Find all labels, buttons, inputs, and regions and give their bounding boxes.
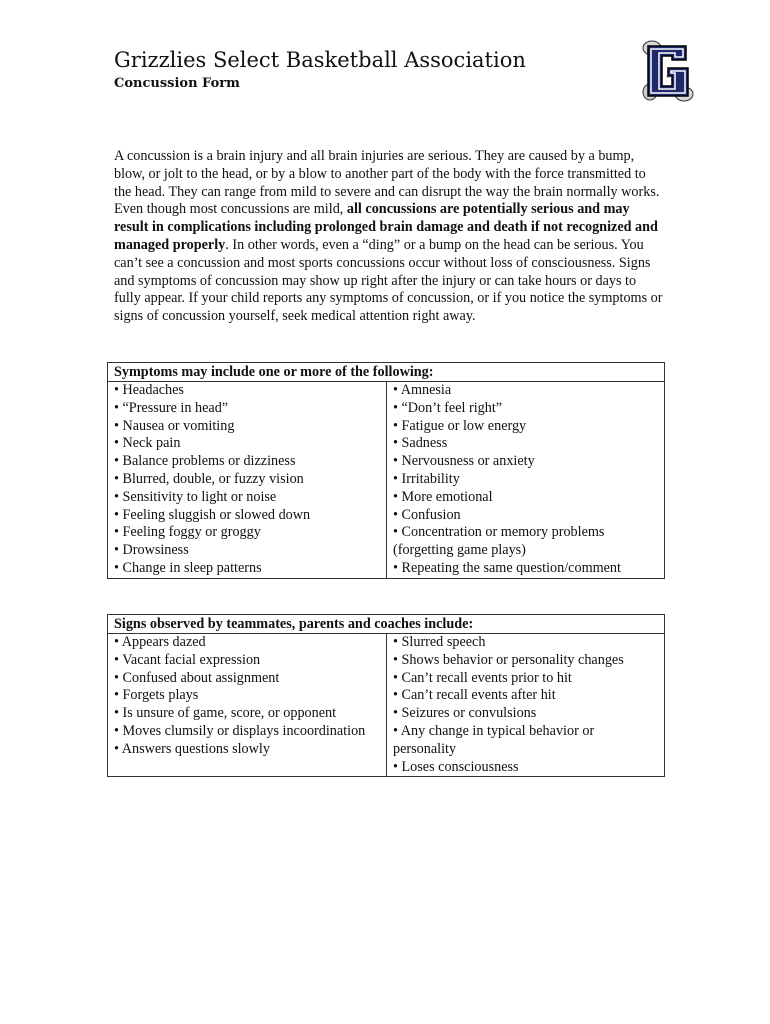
list-item: • Is unsure of game, score, or opponent (114, 705, 337, 722)
list-item: • Nervousness or anxiety (393, 453, 535, 470)
list-item: • Loses consciousness (393, 758, 519, 775)
symptoms-right-column (387, 382, 665, 579)
list-item: • “Don’t feel right” (393, 399, 503, 416)
page-title: Grizzlies Select Basketball Association (114, 48, 526, 72)
list-item: • Change in sleep patterns (114, 559, 262, 576)
list-item: • Headaches (114, 382, 184, 398)
list-item: • Can’t recall events after hit (393, 687, 556, 704)
list-item: • Appears dazed (114, 634, 206, 650)
list-item: • Irritability (393, 470, 460, 487)
list-item: • Amnesia (393, 382, 452, 398)
list-item: • Neck pain (114, 435, 181, 452)
list-item: • Sadness (393, 435, 448, 452)
list-item: • Confused about assignment (114, 669, 280, 686)
symptoms-table (107, 362, 665, 579)
list-item: • Feeling sluggish or slowed down (114, 506, 311, 523)
list-item: • Fatigue or low energy (393, 417, 527, 434)
list-item: • Drowsiness (114, 542, 189, 559)
symptoms-left-column (108, 382, 387, 579)
list-item: • Forgets plays (114, 687, 199, 704)
list-item: • Confusion (393, 506, 461, 523)
intro-text-start: A concussion is a brain injury and all brain injuries are serious. They are caused by a bump, blow, or jolt to the head, or by a blow to another part of the body with the force transmitted to the head. They can range from mild to severe and can disrupt the way the brain normally works. Even though most concussions are mild, (114, 148, 660, 218)
list-item: • Slurred speech (393, 634, 486, 650)
list-item: • Moves clumsily or displays incoordination (114, 722, 366, 739)
list-item: • Concentration or memory problems (forgetting game plays) (393, 524, 605, 559)
list-item: • Feeling foggy or groggy (114, 524, 261, 541)
list-item: • Any change in typical behavior or personality (393, 722, 595, 757)
list-item: • Blurred, double, or fuzzy vision (114, 470, 304, 487)
list-item: • Can’t recall events prior to hit (393, 669, 572, 686)
list-item: • Sensitivity to light or noise (114, 488, 277, 505)
signs-table (107, 614, 665, 777)
list-item: • Repeating the same question/comment (393, 559, 621, 576)
intro-text-end: . In other words, even a “ding” or a bump on the head can be serious. You can’t see a concussion and most sports concussions occur without loss of consciousness. Signs and symptoms of concussion may show up right after the injury or can take hours or days to fully appear. If your child reports any symptoms of concussion, or if you notice the symptoms or signs of concussion yourself, seek medical attention right away. (114, 236, 663, 325)
list-item: • Shows behavior or personality changes (393, 651, 624, 668)
intro-paragraph (114, 148, 664, 326)
signs-heading: Signs observed by teammates, parents and coaches include: (108, 615, 665, 634)
list-item: • Balance problems or dizziness (114, 453, 296, 470)
list-item: • Answers questions slowly (114, 740, 270, 757)
list-item: • Seizures or convulsions (393, 705, 537, 722)
symptoms-heading: Symptoms may include one or more of the following: (108, 363, 665, 382)
intro-text-bold: all concussions are potentially serious and may result in complications including prolonged brain damage and death if not recognized and managed properly (114, 201, 658, 253)
list-item: • Vacant facial expression (114, 651, 261, 668)
list-item: • Nausea or vomiting (114, 417, 235, 434)
list-item: • More emotional (393, 488, 493, 505)
grizzlies-logo (640, 38, 696, 104)
logo-letter: G (666, 74, 670, 79)
page-subtitle: Concussion Form (114, 76, 240, 91)
list-item: • “Pressure in head” (114, 399, 229, 416)
signs-left-column (108, 634, 387, 777)
signs-right-column (387, 634, 665, 777)
